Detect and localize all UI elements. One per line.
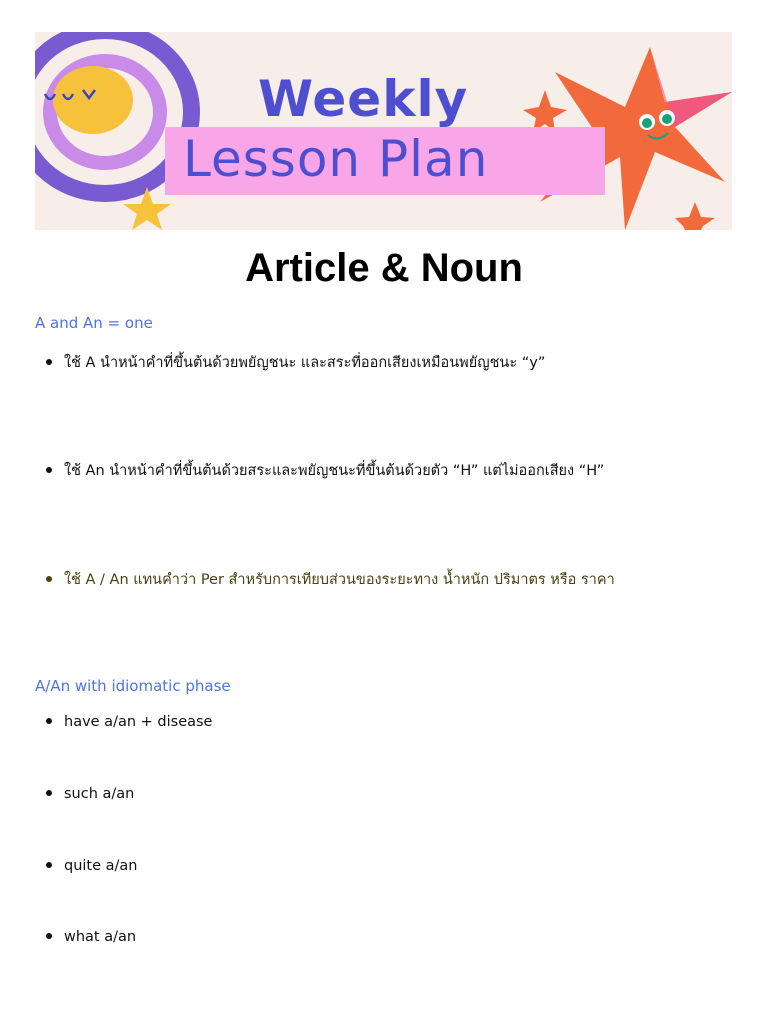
- list-item-text: what a/an: [64, 929, 137, 945]
- bullet-icon: [46, 718, 52, 724]
- small-orange-star: [523, 90, 567, 132]
- list-item: [46, 714, 212, 730]
- page-title: Article & Noun: [245, 246, 523, 290]
- list-item-text: ใช้ An นำหน้าคำที่ขึ้นต้นด้วยสระและพยัญชนะที่ขึ้นต้นด้วยตัว “H” แต่ไม่ออกเสียง “H”: [64, 463, 605, 479]
- list-item: [46, 858, 137, 874]
- list-item: [46, 351, 545, 374]
- banner-title-weekly: Weekly: [258, 70, 469, 128]
- banner-title-lesson-plan: Lesson Plan: [183, 130, 489, 188]
- list-item-text: ใช้ A นำหน้าคำที่ขึ้นต้นด้วยพยัญชนะ และสระที่ออกเสียงเหมือนพยัญชนะ “y”: [64, 355, 546, 371]
- section-heading-a-an-one: A and An = one: [35, 314, 153, 332]
- section-heading-idiomatic: A/An with idiomatic phase: [35, 677, 231, 695]
- bullet-icon: [46, 933, 52, 939]
- list-item-text: ใช้ A / An แทนคำว่า Per สำหรับการเทียบส่วนของระยะทาง น้ำหนัก ปริมาตร หรือ ราคา: [64, 572, 615, 588]
- bullet-icon: [46, 467, 52, 473]
- list-item: [46, 786, 134, 802]
- header-banner: [35, 32, 732, 230]
- list-item-text: have a/an + disease: [64, 714, 213, 730]
- bullet-icon: [46, 862, 52, 868]
- list-item-text: quite a/an: [64, 858, 138, 874]
- bullet-icon: [46, 790, 52, 796]
- bullet-icon: [46, 359, 52, 365]
- list-item-text: such a/an: [64, 786, 135, 802]
- bullet-icon: [46, 576, 52, 582]
- list-item: [46, 929, 136, 945]
- list-item: [46, 459, 604, 482]
- list-item: [46, 568, 615, 591]
